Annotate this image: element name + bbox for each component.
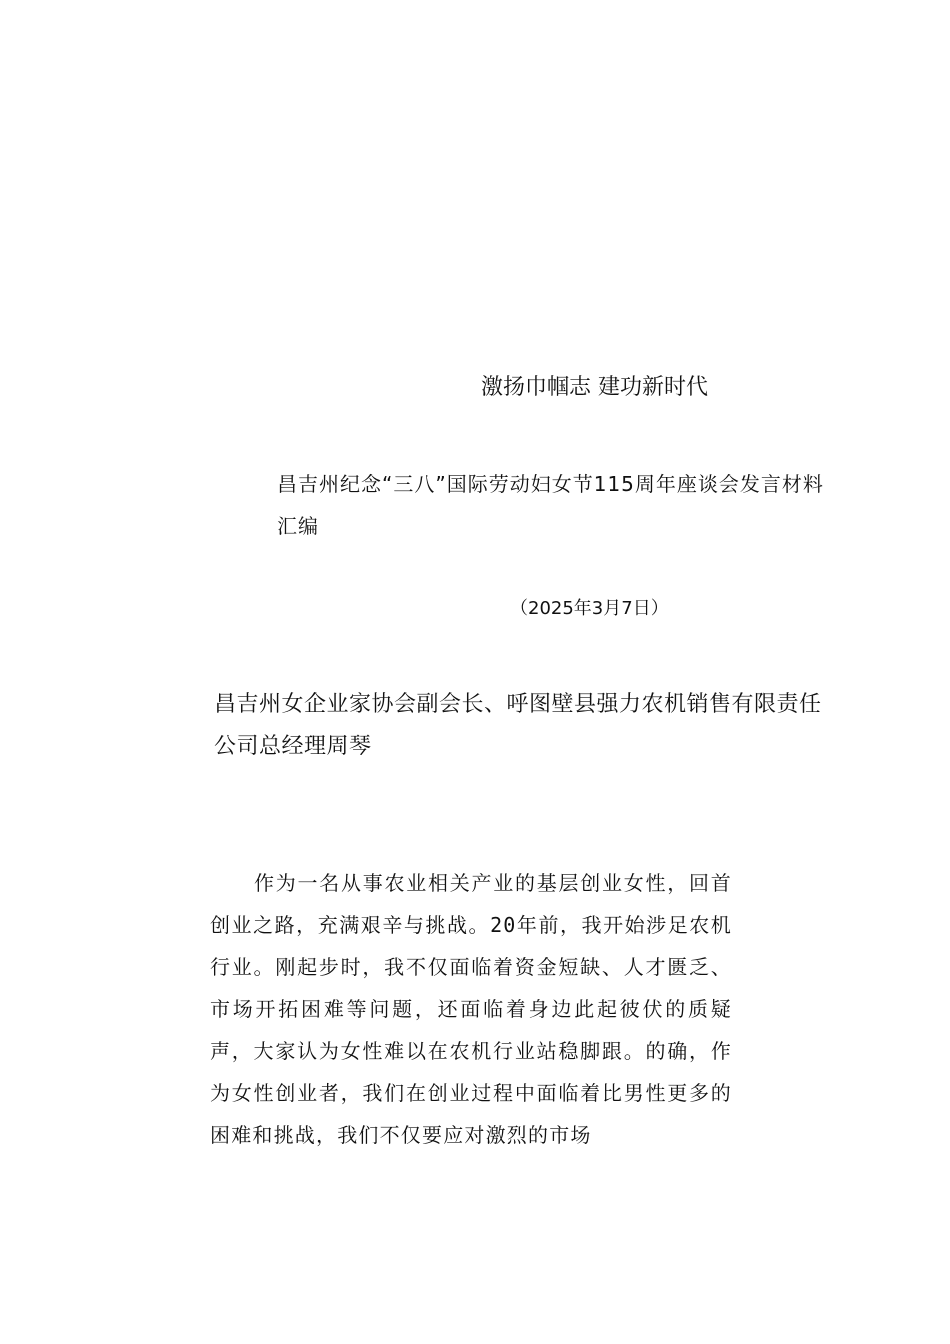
body-paragraph: 作为一名从事农业相关产业的基层创业女性，回首创业之路，充满艰辛与挑战。20年前，我开始涉足农机行业。刚起步时，我不仅面临着资金短缺、人才匮乏、市场开拓困难等问题，还面临着身边此起彼伏的质疑声，大家认为女性难以在农机行业站稳脚跟。的确，作为女性创业者，我们在创业过程中面临着比男性更多的困难和挑战，我们不仅要应对激烈的市场 <box>210 871 732 1147</box>
document-date: （2025年3月7日） <box>510 598 669 619</box>
document-title: 激扬巾帼志 建功新时代 <box>481 375 708 400</box>
speaker-line: 昌吉州女企业家协会副会长、呼图壁县强力农机销售有限责任公司总经理周琴 <box>214 692 822 759</box>
document-subtitle: 昌吉州纪念“三八”国际劳动妇女节115周年座谈会发言材料汇编 <box>277 472 824 538</box>
